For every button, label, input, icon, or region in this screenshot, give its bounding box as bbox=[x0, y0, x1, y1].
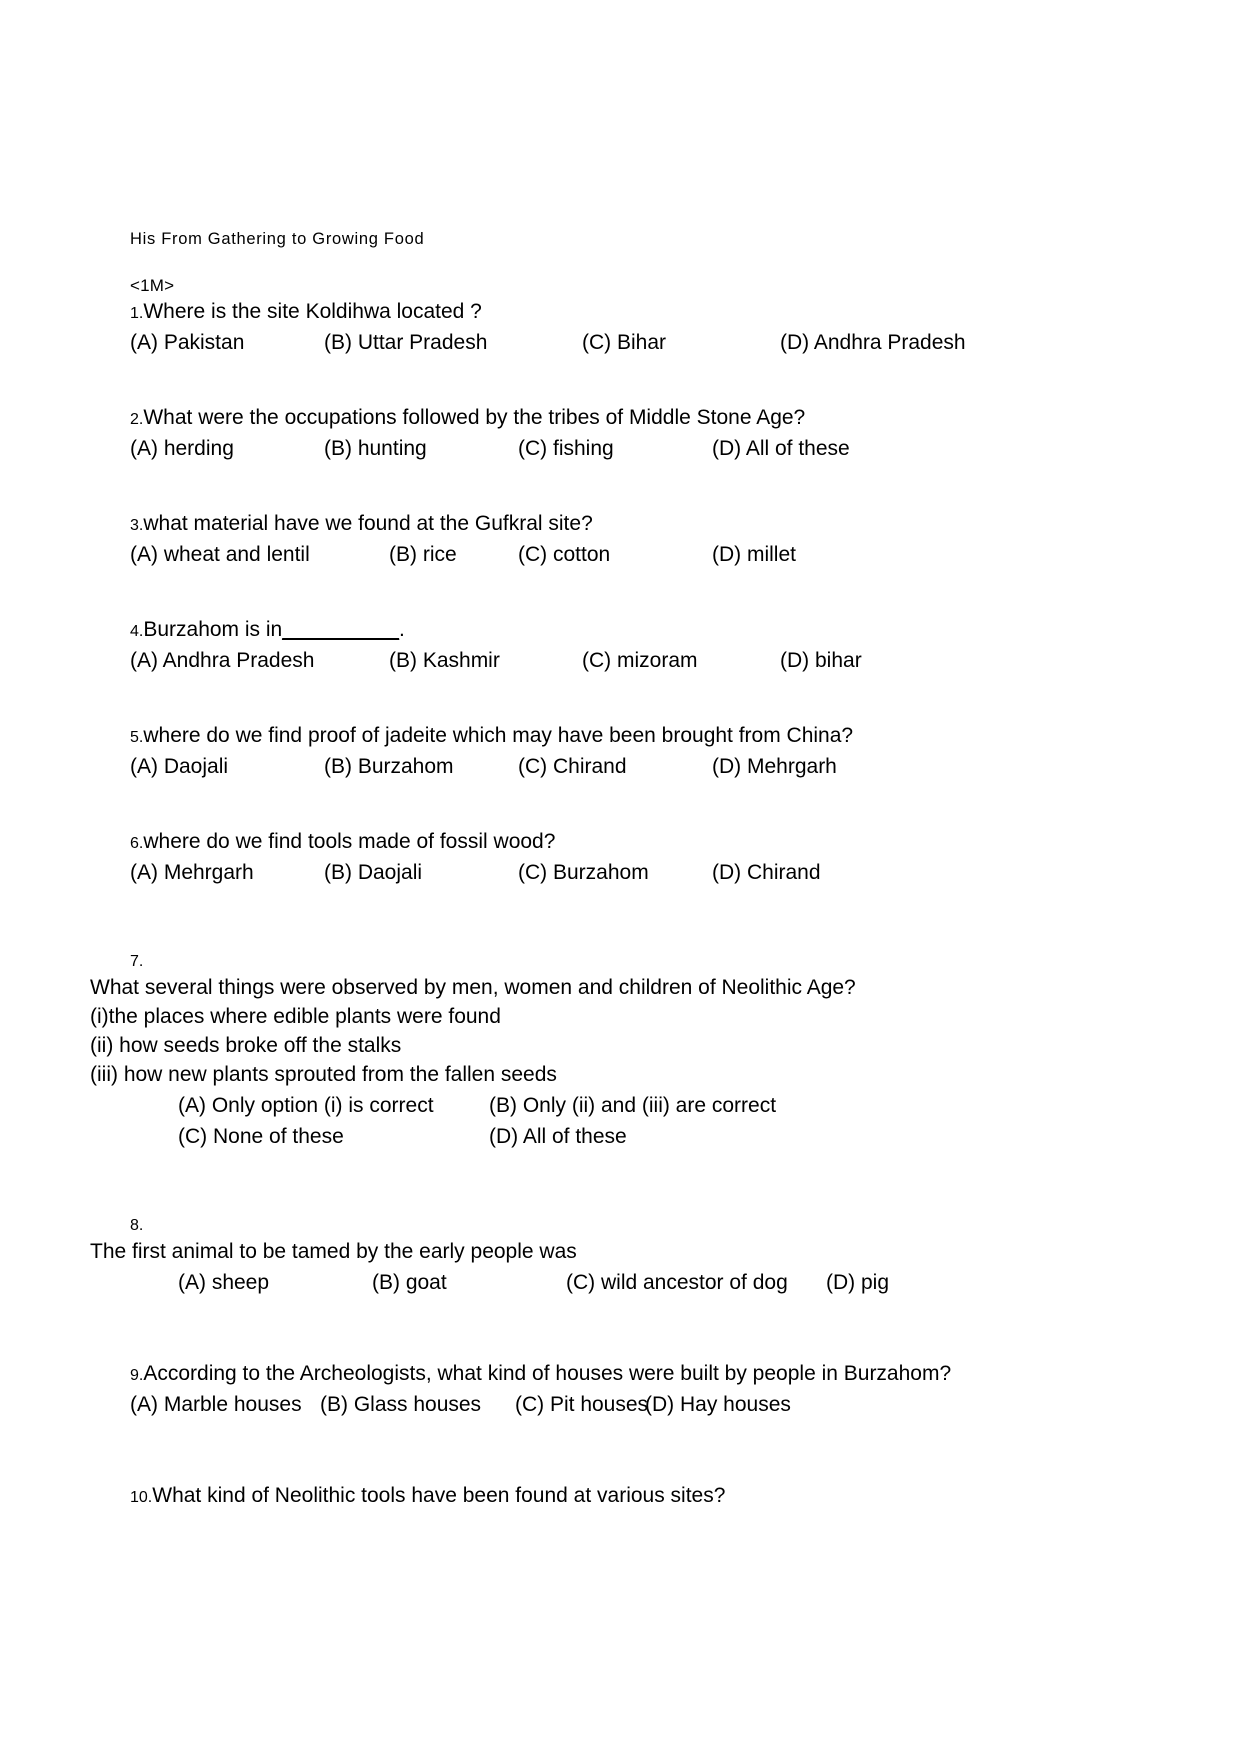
question-5-number: 5. bbox=[130, 728, 144, 746]
question-3-text bbox=[130, 510, 1150, 539]
question-8-text: The first animal to be tamed by the early people was bbox=[90, 1239, 577, 1263]
document-content bbox=[90, 228, 1150, 1511]
question-4-body: Burzahom is in bbox=[143, 617, 283, 641]
question-9-option-a[interactable]: (A) Marble houses bbox=[130, 1392, 302, 1416]
spacer bbox=[90, 782, 1150, 828]
question-7-statement-2: (ii) how seeds broke off the stalks bbox=[90, 1033, 402, 1057]
document-header: His From Gathering to Growing Food bbox=[130, 230, 425, 248]
question-2-body: What were the occupations followed by the tribes of Middle Stone Age? bbox=[143, 406, 806, 429]
question-9-options bbox=[130, 1391, 1150, 1420]
question-1-text bbox=[130, 298, 1150, 327]
question-3-number: 3. bbox=[130, 516, 144, 534]
question-7-option-d[interactable]: (D) All of these bbox=[489, 1124, 627, 1148]
spacer bbox=[90, 676, 1150, 722]
question-6-option-d[interactable]: (D) Chirand bbox=[712, 860, 821, 884]
question-3-option-c[interactable]: (C) cotton bbox=[518, 542, 611, 566]
question-4-blank[interactable]: __________ bbox=[282, 617, 400, 641]
question-3-body: what material have we found at the Gufkral site? bbox=[143, 511, 593, 535]
question-2-option-c[interactable]: (C) fishing bbox=[518, 436, 614, 460]
question-10 bbox=[90, 1482, 1150, 1511]
question-3-option-d[interactable]: (D) millet bbox=[712, 542, 796, 566]
question-4-options bbox=[130, 647, 1150, 676]
question-1-option-c[interactable]: (C) Bihar bbox=[582, 331, 667, 354]
question-6-option-a[interactable]: (A) Mehrgarh bbox=[130, 860, 254, 884]
question-9-option-c[interactable]: (C) Pit houses bbox=[515, 1392, 649, 1416]
question-3-option-a[interactable]: (A) wheat and lentil bbox=[130, 542, 310, 566]
question-1-body: Where is the site Koldihwa located ? bbox=[143, 300, 482, 324]
question-8-option-c[interactable]: (C) wild ancestor of dog bbox=[566, 1270, 788, 1294]
question-5-body: where do we find proof of jadeite which may have been brought from China? bbox=[143, 723, 854, 747]
question-4-option-a[interactable]: (A) Andhra Pradesh bbox=[130, 648, 315, 672]
question-7 bbox=[90, 950, 1150, 1152]
question-5-option-d[interactable]: (D) Mehrgarh bbox=[712, 754, 837, 778]
question-3-options bbox=[130, 541, 1150, 570]
question-2-number: 2. bbox=[130, 411, 144, 428]
question-2-option-d[interactable]: (D) All of these bbox=[712, 436, 850, 460]
question-7-option-c[interactable]: (C) None of these bbox=[178, 1124, 344, 1148]
question-5-option-c[interactable]: (C) Chirand bbox=[518, 754, 627, 778]
question-1-options bbox=[130, 329, 1150, 358]
question-8-option-a[interactable]: (A) sheep bbox=[178, 1270, 270, 1294]
spacer bbox=[90, 570, 1150, 616]
question-7-option-b[interactable]: (B) Only (ii) and (iii) are correct bbox=[489, 1093, 777, 1117]
question-2-option-a[interactable]: (A) herding bbox=[130, 436, 234, 460]
question-8-option-d[interactable]: (D) pig bbox=[826, 1270, 890, 1294]
question-1-number: 1. bbox=[130, 305, 144, 323]
question-2-text bbox=[130, 404, 1150, 433]
question-5 bbox=[90, 722, 1150, 782]
question-4 bbox=[90, 616, 1150, 676]
question-7-statement-1: (i)the places where edible plants were found bbox=[90, 1004, 501, 1028]
question-9-text bbox=[130, 1360, 1150, 1389]
question-6 bbox=[90, 828, 1150, 888]
question-9-option-d[interactable]: (D) Hay houses bbox=[645, 1392, 791, 1416]
question-9 bbox=[90, 1360, 1150, 1420]
question-5-option-b[interactable]: (B) Burzahom bbox=[324, 754, 454, 778]
question-6-option-b[interactable]: (B) Daojali bbox=[324, 860, 423, 884]
question-4-option-b[interactable]: (B) Kashmir bbox=[389, 648, 500, 672]
question-4-option-c[interactable]: (C) mizoram bbox=[582, 648, 698, 672]
question-6-option-c[interactable]: (C) Burzahom bbox=[518, 860, 649, 884]
question-8-option-b[interactable]: (B) goat bbox=[372, 1270, 447, 1294]
question-8-options bbox=[178, 1269, 1150, 1298]
question-6-number: 6. bbox=[130, 834, 144, 852]
question-3-option-b[interactable]: (B) rice bbox=[389, 542, 457, 566]
question-7-options-row-1 bbox=[178, 1092, 1150, 1121]
question-4-option-d[interactable]: (D) bihar bbox=[780, 648, 862, 672]
question-7-statement-3: (iii) how new plants sprouted from the fallen seeds bbox=[90, 1062, 557, 1086]
spacer bbox=[90, 1420, 1150, 1482]
question-9-number: 9. bbox=[130, 1366, 144, 1384]
question-4-body-end: . bbox=[399, 617, 405, 641]
question-8-number: 8. bbox=[130, 1216, 144, 1234]
marks-tag: <1M> bbox=[130, 276, 175, 296]
question-9-body: According to the Archeologists, what kind of houses were built by people in Burzahom? bbox=[143, 1361, 952, 1385]
question-3 bbox=[90, 510, 1150, 570]
question-6-body: where do we find tools made of fossil wood? bbox=[143, 829, 556, 853]
spacer bbox=[90, 358, 1150, 404]
spacer bbox=[90, 1298, 1150, 1360]
question-5-options bbox=[130, 753, 1150, 782]
question-7-option-a[interactable]: (A) Only option (i) is correct bbox=[178, 1093, 434, 1117]
question-6-options bbox=[130, 859, 1150, 888]
question-5-option-a[interactable]: (A) Daojali bbox=[130, 754, 229, 778]
spacer bbox=[90, 1152, 1150, 1214]
question-10-number: 10. bbox=[130, 1488, 153, 1506]
question-2-options bbox=[130, 435, 1150, 464]
question-5-text bbox=[130, 722, 1150, 751]
question-1-option-a[interactable]: (A) Pakistan bbox=[130, 331, 245, 354]
spacer bbox=[90, 888, 1150, 950]
question-7-text: What several things were observed by men, women and children of Neolithic Age? bbox=[90, 975, 856, 999]
question-4-text bbox=[130, 616, 1150, 645]
question-10-text bbox=[130, 1482, 1150, 1511]
question-10-body: What kind of Neolithic tools have been found at various sites? bbox=[152, 1483, 726, 1507]
question-2-option-b[interactable]: (B) hunting bbox=[324, 436, 427, 460]
spacer bbox=[90, 464, 1150, 510]
question-7-options-row-2 bbox=[178, 1123, 1150, 1152]
question-9-option-b[interactable]: (B) Glass houses bbox=[320, 1392, 482, 1416]
question-1 bbox=[90, 298, 1150, 358]
question-8 bbox=[90, 1214, 1150, 1298]
question-1-option-d[interactable]: (D) Andhra Pradesh bbox=[780, 331, 966, 354]
question-7-number: 7. bbox=[130, 952, 144, 970]
question-2 bbox=[90, 404, 1150, 464]
question-1-option-b[interactable]: (B) Uttar Pradesh bbox=[324, 331, 488, 354]
question-4-number: 4. bbox=[130, 622, 144, 640]
question-6-text bbox=[130, 828, 1150, 857]
